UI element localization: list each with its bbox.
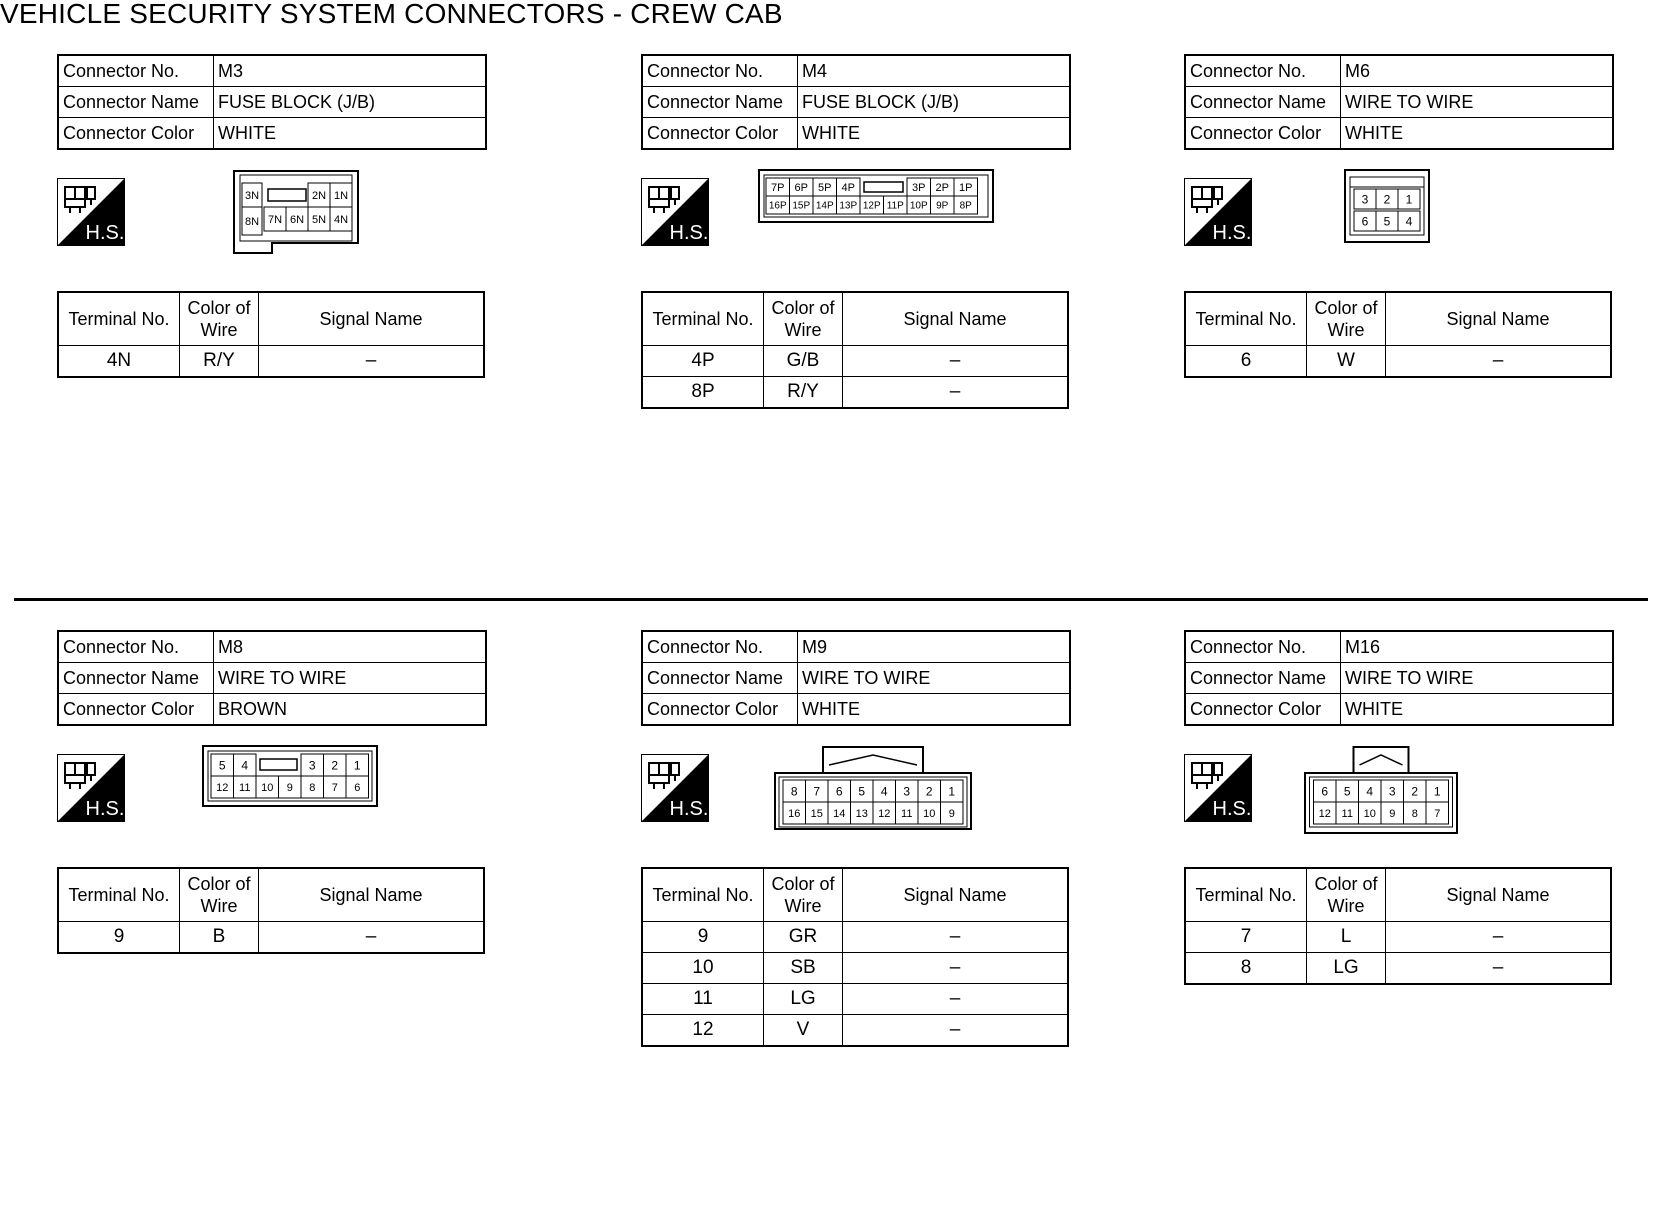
connector-color-label: Connector Color bbox=[58, 694, 214, 726]
connector-name-label: Connector Name bbox=[642, 663, 798, 694]
hs-harness-side-icon bbox=[57, 178, 125, 246]
pin-label: 8N bbox=[244, 215, 260, 228]
terminal-table-header bbox=[58, 292, 484, 346]
terminal-no: 8 bbox=[1185, 953, 1307, 985]
pin-label: 15P bbox=[792, 200, 811, 212]
signal-name-header: Signal Name bbox=[1386, 868, 1612, 922]
connector-name-label: Connector Name bbox=[58, 663, 214, 694]
pin-label: 6 bbox=[354, 781, 361, 794]
connector-name-value: WIRE TO WIRE bbox=[1341, 663, 1614, 694]
pin-label: 10P bbox=[909, 200, 928, 212]
terminal-no: 9 bbox=[58, 922, 180, 954]
connector-color-value: BROWN bbox=[214, 694, 487, 726]
color-of-wire-header: Color of Wire bbox=[180, 292, 259, 346]
connector-name-value: WIRE TO WIRE bbox=[214, 663, 487, 694]
pin-label: 8 bbox=[1411, 807, 1418, 820]
connector-no-label: Connector No. bbox=[58, 631, 214, 663]
pin-label: 13P bbox=[839, 200, 858, 212]
pin-label: 10 bbox=[1363, 807, 1376, 820]
pin-label: 7N bbox=[267, 213, 283, 226]
connector-block-m3 bbox=[57, 54, 487, 474]
terminal-no-header: Terminal No. bbox=[1185, 868, 1307, 922]
pin-label: 12P bbox=[862, 200, 881, 212]
connector-face-diagram bbox=[758, 169, 994, 223]
connector-color-label: Connector Color bbox=[642, 694, 798, 726]
signal-name: – bbox=[843, 377, 1069, 409]
hs-harness-side-icon bbox=[1184, 754, 1252, 822]
pin-label: 6 bbox=[1361, 214, 1369, 229]
connector-color-label: Connector Color bbox=[58, 118, 214, 150]
connector-color-value: WHITE bbox=[214, 118, 487, 150]
pin-label: 8P bbox=[959, 200, 972, 212]
connector-name-label: Connector Name bbox=[58, 87, 214, 118]
wire-color: L bbox=[1307, 922, 1386, 953]
terminal-no-header: Terminal No. bbox=[58, 868, 180, 922]
pin-label: 1 bbox=[948, 784, 956, 799]
terminal-table bbox=[1184, 867, 1612, 985]
signal-name: – bbox=[843, 953, 1069, 984]
connector-info-table bbox=[641, 54, 1071, 150]
connector-block-m4 bbox=[641, 54, 1071, 474]
connector-color-value: WHITE bbox=[1341, 694, 1614, 726]
pin-label: 10 bbox=[261, 781, 274, 794]
signal-name: – bbox=[1386, 922, 1612, 953]
signal-name: – bbox=[843, 984, 1069, 1015]
wire-color: B bbox=[180, 922, 259, 954]
connector-no-label: Connector No. bbox=[58, 55, 214, 87]
table-row bbox=[58, 346, 484, 378]
connector-face-diagram bbox=[202, 745, 378, 807]
connector-block-m9 bbox=[641, 630, 1071, 1050]
wire-color: LG bbox=[1307, 953, 1386, 985]
terminal-table bbox=[641, 867, 1069, 1047]
connector-name-label: Connector Name bbox=[642, 87, 798, 118]
pin-label: 16P bbox=[768, 200, 787, 212]
connector-face-diagram bbox=[1304, 745, 1458, 835]
terminal-no: 11 bbox=[642, 984, 764, 1015]
wire-color: V bbox=[764, 1015, 843, 1047]
signal-name: – bbox=[843, 346, 1069, 377]
pin-label: 6N bbox=[289, 213, 305, 226]
connector-color-label: Connector Color bbox=[642, 118, 798, 150]
connector-info-table bbox=[1184, 54, 1614, 150]
pin-label: 6 bbox=[835, 784, 843, 799]
terminal-table-header bbox=[642, 868, 1068, 922]
pin-label: 5N bbox=[311, 213, 327, 226]
connector-face-diagram bbox=[1344, 169, 1430, 243]
hs-harness-side-icon bbox=[57, 754, 125, 822]
table-row bbox=[1185, 922, 1611, 953]
pin-label: 12 bbox=[1318, 807, 1331, 820]
pin-label: 13 bbox=[855, 807, 868, 820]
signal-name-header: Signal Name bbox=[259, 868, 485, 922]
connector-no-label: Connector No. bbox=[642, 55, 798, 87]
pin-label: 7P bbox=[771, 181, 785, 194]
connector-info-table bbox=[57, 630, 487, 726]
terminal-no: 6 bbox=[1185, 346, 1307, 378]
terminal-table-header bbox=[642, 292, 1068, 346]
pin-label: 6P bbox=[794, 181, 808, 194]
terminal-table bbox=[57, 291, 485, 378]
table-row bbox=[642, 984, 1068, 1015]
connector-color-label: Connector Color bbox=[1185, 118, 1341, 150]
wire-color: GR bbox=[764, 922, 843, 953]
pin-label: 6 bbox=[1321, 784, 1329, 799]
connector-no-value: M4 bbox=[798, 55, 1071, 87]
pin-label: 11P bbox=[886, 200, 904, 212]
connector-block-m8 bbox=[57, 630, 487, 1050]
pin-label: 8 bbox=[790, 784, 798, 799]
connector-no-value: M9 bbox=[798, 631, 1071, 663]
pin-label: 11 bbox=[1341, 807, 1353, 820]
wire-color: R/Y bbox=[764, 377, 843, 409]
pin-label: 5P bbox=[818, 181, 832, 194]
terminal-no-header: Terminal No. bbox=[642, 292, 764, 346]
signal-name: – bbox=[843, 922, 1069, 953]
pin-label: 7 bbox=[1434, 807, 1441, 820]
table-row bbox=[58, 922, 484, 954]
hs-label: H.S. bbox=[85, 222, 125, 244]
color-of-wire-header: Color of Wire bbox=[1307, 868, 1386, 922]
connector-face-diagram bbox=[774, 745, 972, 831]
table-row bbox=[642, 377, 1068, 409]
pin-label: 4 bbox=[1405, 214, 1413, 229]
pin-label: 7 bbox=[813, 784, 821, 799]
pin-label: 9 bbox=[948, 807, 955, 820]
pin-label: 5 bbox=[1383, 214, 1391, 229]
connector-block-m6 bbox=[1184, 54, 1614, 474]
pin-label: 4 bbox=[241, 758, 249, 773]
connector-name-value: WIRE TO WIRE bbox=[798, 663, 1071, 694]
hs-harness-side-icon bbox=[641, 754, 709, 822]
table-row bbox=[642, 922, 1068, 953]
pin-label: 10 bbox=[923, 807, 936, 820]
table-row bbox=[642, 1015, 1068, 1047]
terminal-table-header bbox=[1185, 292, 1611, 346]
wire-color: W bbox=[1307, 346, 1386, 378]
pin-label: 5 bbox=[858, 784, 866, 799]
pin-label: 3P bbox=[912, 181, 926, 194]
pin-label: 3 bbox=[903, 784, 911, 799]
signal-name: – bbox=[259, 346, 485, 378]
table-row bbox=[642, 953, 1068, 984]
color-of-wire-header: Color of Wire bbox=[180, 868, 259, 922]
signal-name: – bbox=[1386, 346, 1612, 378]
section-divider bbox=[14, 598, 1648, 601]
terminal-no-header: Terminal No. bbox=[58, 292, 180, 346]
pin-label: 1 bbox=[1405, 192, 1413, 207]
pin-label: 14 bbox=[833, 807, 846, 820]
table-row bbox=[1185, 953, 1611, 985]
connector-no-label: Connector No. bbox=[642, 631, 798, 663]
hs-label: H.S. bbox=[1212, 798, 1252, 820]
pin-label: 1N bbox=[333, 189, 349, 202]
hs-label: H.S. bbox=[669, 222, 709, 244]
terminal-no: 4N bbox=[58, 346, 180, 378]
terminal-table bbox=[1184, 291, 1612, 378]
connector-no-value: M8 bbox=[214, 631, 487, 663]
connector-name-value: WIRE TO WIRE bbox=[1341, 87, 1614, 118]
pin-label: 11 bbox=[901, 807, 913, 820]
terminal-no: 8P bbox=[642, 377, 764, 409]
connector-name-label: Connector Name bbox=[1185, 663, 1341, 694]
pin-label: 15 bbox=[810, 807, 823, 820]
terminal-table-header bbox=[1185, 868, 1611, 922]
pin-label: 11 bbox=[239, 781, 251, 794]
pin-label: 7 bbox=[331, 781, 338, 794]
wire-color: R/Y bbox=[180, 346, 259, 378]
pin-label: 3 bbox=[1361, 192, 1369, 207]
pin-label: 16 bbox=[788, 807, 801, 820]
hs-label: H.S. bbox=[1212, 222, 1252, 244]
wire-color: LG bbox=[764, 984, 843, 1015]
connector-color-value: WHITE bbox=[1341, 118, 1614, 150]
pin-label: 4 bbox=[880, 784, 888, 799]
pin-label: 3N bbox=[244, 189, 260, 202]
pin-label: 4 bbox=[1366, 784, 1374, 799]
signal-name-header: Signal Name bbox=[259, 292, 485, 346]
signal-name-header: Signal Name bbox=[843, 292, 1069, 346]
pin-label: 1 bbox=[353, 758, 361, 773]
hs-harness-side-icon bbox=[641, 178, 709, 246]
pin-label: 2 bbox=[1411, 784, 1419, 799]
connector-block-m16 bbox=[1184, 630, 1614, 1050]
signal-name: – bbox=[1386, 953, 1612, 985]
pin-label: 1 bbox=[1433, 784, 1441, 799]
terminal-table bbox=[641, 291, 1069, 409]
connector-color-value: WHITE bbox=[798, 118, 1071, 150]
connector-name-label: Connector Name bbox=[1185, 87, 1341, 118]
pin-label: 2P bbox=[935, 181, 949, 194]
wire-color: G/B bbox=[764, 346, 843, 377]
connector-no-value: M3 bbox=[214, 55, 487, 87]
pin-label: 9 bbox=[286, 781, 293, 794]
terminal-no: 9 bbox=[642, 922, 764, 953]
table-row bbox=[1185, 346, 1611, 378]
pin-label: 12 bbox=[216, 781, 229, 794]
signal-name: – bbox=[843, 1015, 1069, 1047]
wire-color: SB bbox=[764, 953, 843, 984]
connector-color-label: Connector Color bbox=[1185, 694, 1341, 726]
connector-no-value: M16 bbox=[1341, 631, 1614, 663]
pin-label: 4P bbox=[841, 181, 855, 194]
hs-harness-side-icon bbox=[1184, 178, 1252, 246]
connector-info-table bbox=[1184, 630, 1614, 726]
signal-name: – bbox=[259, 922, 485, 954]
connector-no-value: M6 bbox=[1341, 55, 1614, 87]
connector-name-value: FUSE BLOCK (J/B) bbox=[798, 87, 1071, 118]
connector-info-table bbox=[641, 630, 1071, 726]
pin-label: 1P bbox=[959, 181, 973, 194]
terminal-no: 4P bbox=[642, 346, 764, 377]
connector-no-label: Connector No. bbox=[1185, 631, 1341, 663]
connector-face-diagram bbox=[232, 169, 360, 255]
pin-label: 5 bbox=[218, 758, 226, 773]
pin-label: 2N bbox=[311, 189, 327, 202]
terminal-no: 12 bbox=[642, 1015, 764, 1047]
color-of-wire-header: Color of Wire bbox=[1307, 292, 1386, 346]
pin-label: 9 bbox=[1389, 807, 1396, 820]
hs-label: H.S. bbox=[669, 798, 709, 820]
pin-label: 8 bbox=[309, 781, 316, 794]
signal-name-header: Signal Name bbox=[1386, 292, 1612, 346]
connector-color-value: WHITE bbox=[798, 694, 1071, 726]
pin-label: 12 bbox=[878, 807, 891, 820]
connector-no-label: Connector No. bbox=[1185, 55, 1341, 87]
terminal-no-header: Terminal No. bbox=[642, 868, 764, 922]
connector-info-table bbox=[57, 54, 487, 150]
terminal-table-header bbox=[58, 868, 484, 922]
table-row bbox=[642, 346, 1068, 377]
pin-label: 4N bbox=[333, 213, 349, 226]
signal-name-header: Signal Name bbox=[843, 868, 1069, 922]
pin-label: 2 bbox=[1383, 192, 1391, 207]
pin-label: 3 bbox=[1388, 784, 1396, 799]
page-title: VEHICLE SECURITY SYSTEM CONNECTORS - CREW CAB bbox=[0, 0, 783, 29]
hs-label: H.S. bbox=[85, 798, 125, 820]
pin-label: 14P bbox=[815, 200, 834, 212]
pin-label: 5 bbox=[1343, 784, 1351, 799]
pin-label: 9P bbox=[936, 200, 949, 212]
terminal-no-header: Terminal No. bbox=[1185, 292, 1307, 346]
terminal-table bbox=[57, 867, 485, 954]
pin-label: 2 bbox=[331, 758, 339, 773]
color-of-wire-header: Color of Wire bbox=[764, 292, 843, 346]
pin-label: 3 bbox=[308, 758, 316, 773]
color-of-wire-header: Color of Wire bbox=[764, 868, 843, 922]
connector-name-value: FUSE BLOCK (J/B) bbox=[214, 87, 487, 118]
pin-label: 2 bbox=[925, 784, 933, 799]
terminal-no: 7 bbox=[1185, 922, 1307, 953]
terminal-no: 10 bbox=[642, 953, 764, 984]
